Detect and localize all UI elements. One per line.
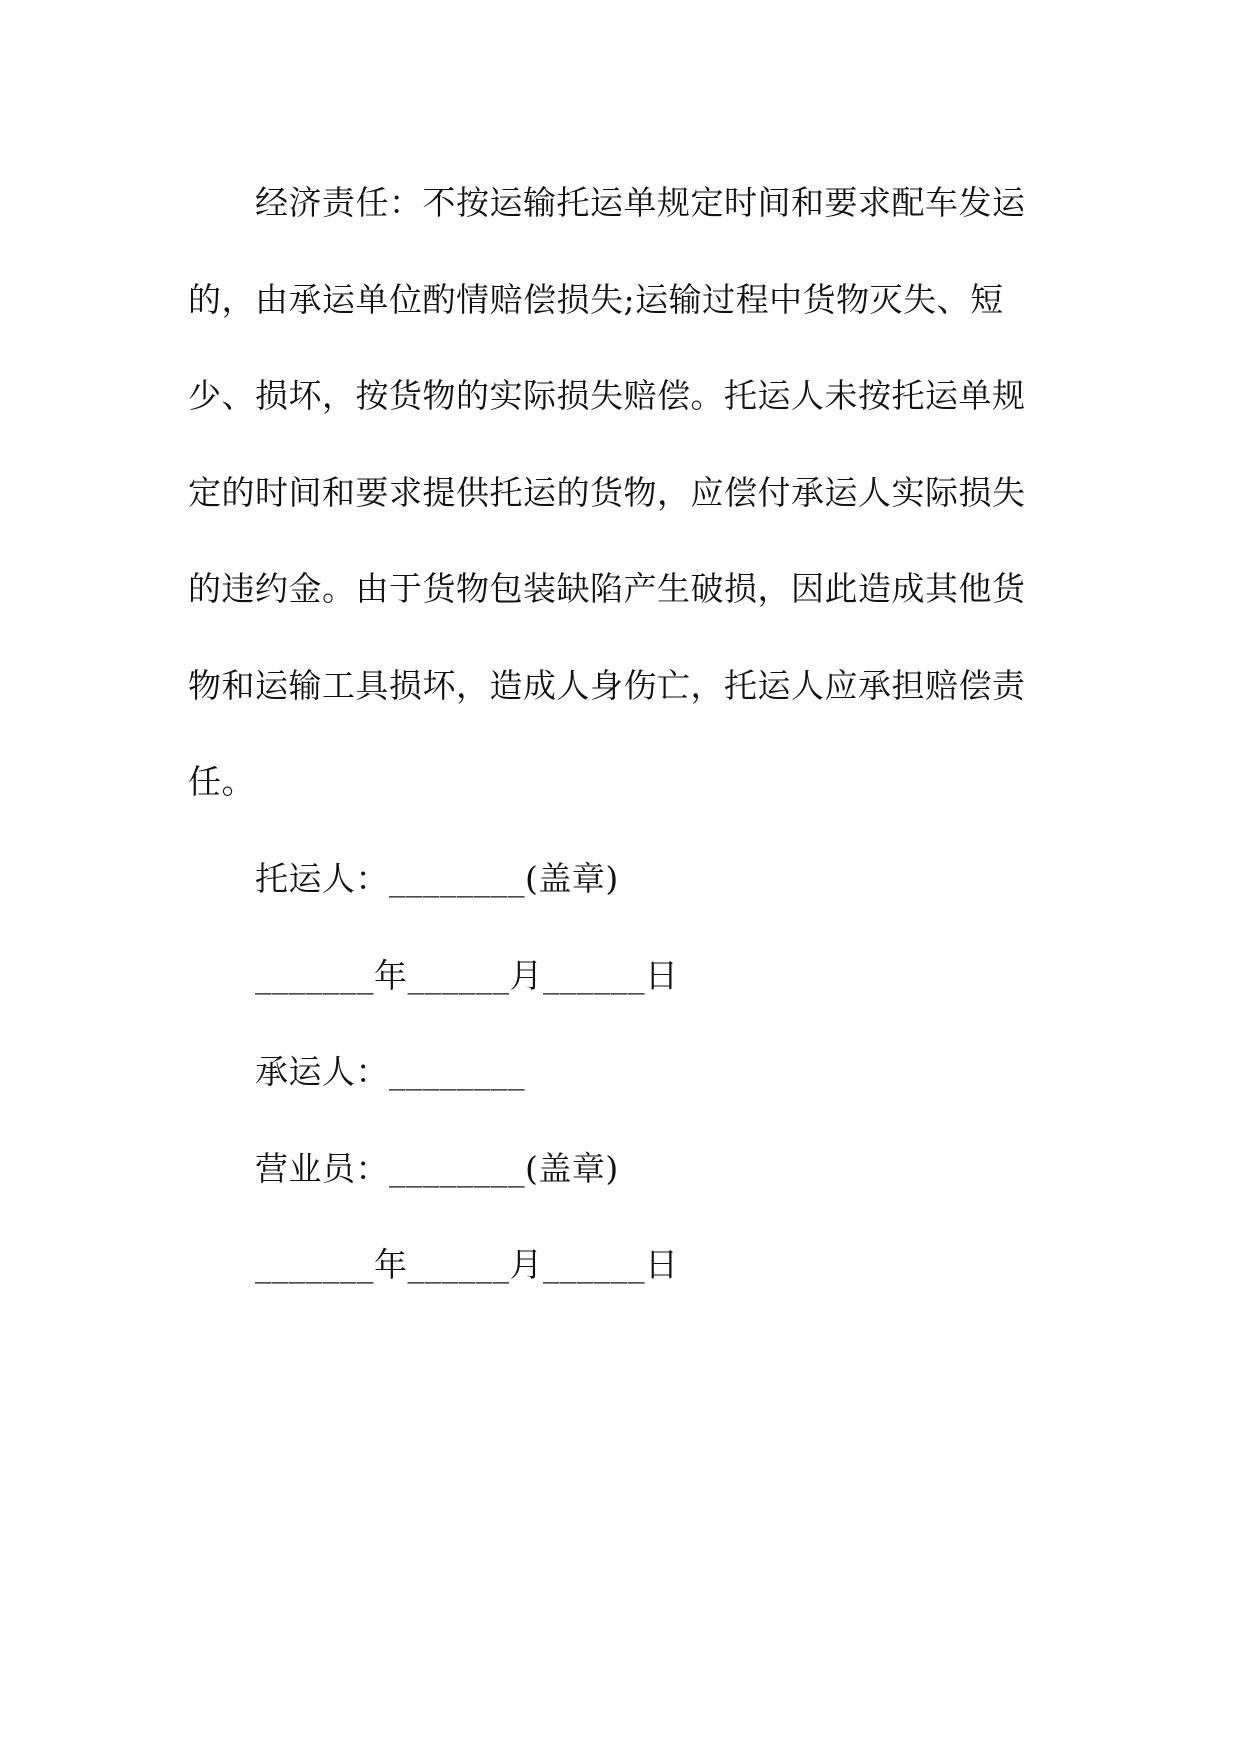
shipper-date: _______年______月______日	[255, 956, 679, 995]
clause-line-3: 少、损坏，按货物的实际损失赔偿。托运人未按托运单规	[188, 376, 1026, 415]
clause-line-6: 物和运输工具损坏，造成人身伤亡，托运人应承担赔偿责	[188, 666, 1026, 705]
clause-line-5: 的违约金。由于货物包装缺陷产生破损，因此造成其他货	[188, 569, 1026, 608]
clause-line-1: 经济责任：不按运输托运单规定时间和要求配车发运	[255, 183, 1026, 222]
clerk-signature: 营业员：________(盖章)	[255, 1149, 619, 1188]
clerk-date: _______年______月______日	[255, 1245, 679, 1284]
clause-line-7: 任。	[188, 762, 255, 801]
carrier-signature: 承运人：________	[255, 1052, 525, 1091]
clause-line-4: 定的时间和要求提供托运的货物，应偿付承运人实际损失	[188, 473, 1026, 512]
shipper-signature: 托运人：________(盖章)	[255, 859, 619, 898]
clause-line-2: 的，由承运单位酌情赔偿损失;运输过程中货物灭失、短	[188, 280, 1004, 319]
